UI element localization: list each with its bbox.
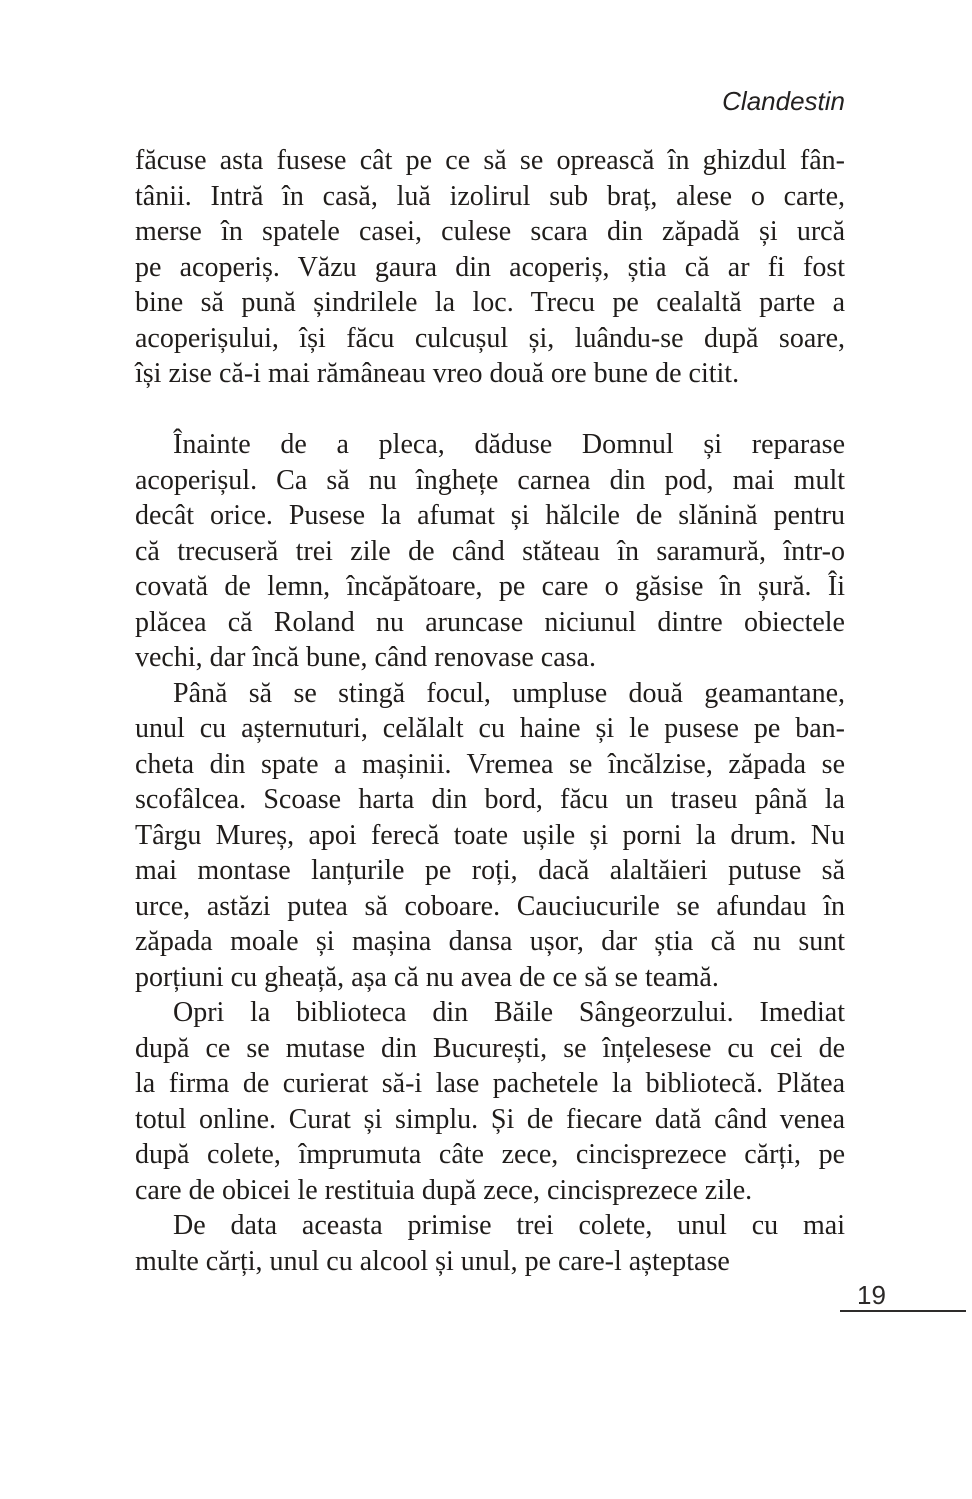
text-line: bine să pună șindrilele la loc. Trecu pe cealaltă parte a <box>135 287 845 318</box>
text-line: pe acoperiș. Văzu gaura din acoperiș, știa că ar fi fost <box>135 251 845 283</box>
page-body <box>135 143 845 1279</box>
text-line: mai montase lanțurile pe roți, dacă alaltăieri putuse să <box>135 855 845 886</box>
text-line: covată de lemn, încăpătoare, pe care o găsise în șură. Îi <box>135 571 845 602</box>
text-line: multe cărți, unul cu alcool și unul, pe care-l așteptase <box>135 1245 730 1277</box>
text-line: merse în spatele casei, culese scara din zăpadă și urcă <box>135 216 845 247</box>
text-line: urce, astăzi putea să coboare. Cauciucurile se afundau în <box>135 890 845 922</box>
text-line: plăcea că Roland nu aruncase niciunul dintre obiectele <box>135 606 845 638</box>
paragraph <box>135 995 845 1208</box>
text-line: după ce se mutase din București, se înțelesese cu cei de <box>135 1032 845 1064</box>
paragraph <box>135 427 845 676</box>
text-line: zăpada moale și mașina dansa ușor, dar știa că nu sunt <box>135 926 845 957</box>
text-line: cheta din spate a mașinii. Vremea se încălzise, zăpada se <box>135 748 845 780</box>
text-line: totul online. Curat și simplu. Și de fiecare dată când venea <box>135 1103 845 1135</box>
text-line: Înainte de a pleca, dăduse Domnul și reparase <box>173 429 845 460</box>
text-line: decât orice. Pusese la afumat și hălcile de slănină pentru <box>135 500 845 531</box>
text-line: Târgu Mureș, apoi ferecă toate ușile și porni la drum. Nu <box>135 819 845 851</box>
page-number: 19 <box>857 1280 886 1310</box>
text-line: care de obicei le restituia după zece, cincisprezece zile. <box>135 1174 753 1206</box>
text-line: își zise că-i mai rămâneau vreo două ore bune de citit. <box>135 358 740 389</box>
text-line: unul cu așternuturi, celălalt cu haine și le pusese pe ban- <box>135 713 845 744</box>
footer-rule <box>840 1310 966 1312</box>
text-line: porțiuni cu gheață, așa că nu avea de ce să se teamă. <box>135 961 719 993</box>
text-line: că trecuseră trei zile de când stăteau în saramură, într-o <box>135 535 845 567</box>
text-line: vechi, dar încă bune, când renovase casa. <box>135 642 596 673</box>
text-line: Până să se stingă focul, umpluse două geamantane, <box>173 677 845 709</box>
text-line: făcuse asta fusese cât pe ce să se oprească în ghizdul fân- <box>135 145 845 176</box>
text-line: după colete, împrumuta câte zece, cincisprezece cărți, pe <box>135 1139 845 1170</box>
text-line: scofâlcea. Scoase harta din bord, făcu un traseu până la <box>135 784 845 815</box>
paragraph <box>135 676 845 996</box>
paragraph <box>135 1208 845 1279</box>
text-line: acoperișului, își făcu culcușul și, luându-se după soare, <box>135 322 845 354</box>
text-line: tânii. Intră în casă, luă izolirul sub braț, alese o carte, <box>135 180 845 212</box>
text-line: acoperișul. Ca să nu înghețe carnea din pod, mai mult <box>135 464 845 496</box>
text-line: Opri la biblioteca din Băile Sângeorzului. Imediat <box>173 997 845 1028</box>
paragraph <box>135 143 845 392</box>
running-header: Clandestin <box>722 86 845 116</box>
text-line: De data aceasta primise trei colete, unul cu mai <box>173 1210 845 1241</box>
text-line: la firma de curierat să-i lase pachetele la bibliotecă. Plătea <box>135 1068 845 1099</box>
